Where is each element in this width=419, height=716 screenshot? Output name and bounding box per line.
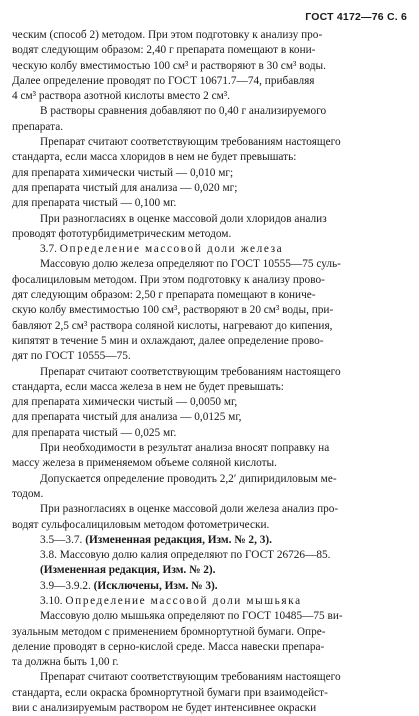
amendment-note — [12, 533, 407, 548]
paragraph-line: бавляют 2,5 см³ раствора соляной кислоты, нагревают до кипения, — [12, 319, 333, 332]
paragraph-line: Далее определение проводят по ГОСТ 10671.7—74, прибавляя — [12, 74, 315, 87]
paragraph-line: ческим (способ 2) методом. При этом подготовку к анализу про- — [12, 29, 323, 41]
paragraph-line: для препарата химически чистый — 0,010 мг; — [12, 166, 234, 179]
paragraph-line: При необходимости в результат анализа вносят поправку на — [40, 442, 330, 455]
section-heading — [12, 594, 407, 609]
paragraph-line: Массовую долю железа определяют по ГОСТ 10555—75 суль- — [40, 258, 341, 271]
paragraph-line: деление проводят в серно-кислой среде. Масса навески препара- — [12, 640, 325, 653]
paragraph-line: 4 см³ раствора азотной кислоты вместо 2 см³. — [12, 90, 231, 103]
section-title: Определение массовой доли железа — [59, 243, 284, 256]
paragraph-line: дят по ГОСТ 10555—75. — [12, 350, 131, 363]
paragraph-line: кипятят в течение 5 мин и охлаждают, далее определение прово- — [12, 334, 324, 347]
page-header: ГОСТ 4172—76 С. 6 — [305, 11, 407, 23]
paragraph-line: Препарат считают соответствующим требованиям настоящего — [40, 365, 341, 378]
paragraph-line: проводят фототурбидиметрическим методом. — [12, 227, 232, 240]
paragraph-line: Допускается определение проводить 2,2′ дипиридиловым ме- — [40, 472, 337, 485]
paragraph-line: скую колбу вместимостью 100 см³, растворяют в 20 см³ воды, при- — [12, 304, 334, 317]
amendment-text: (Измененная редакция, Изм. № 2, 3). — [85, 533, 272, 546]
amendment-text: (Исключены, Изм. № 3). — [93, 579, 218, 592]
paragraph-line: 3.8. Массовую долю калия определяют по ГОСТ 26726—85. — [40, 549, 331, 562]
paragraph-line: зуальным методом с применением бромнортутной бумаги. Опре- — [12, 625, 326, 638]
paragraph-line: стандарта, если масса железа в нем не будет превышать: — [12, 380, 284, 393]
section-number: 3.7. — [40, 243, 57, 256]
section-title: Определение массовой доли мышьяка — [65, 594, 302, 607]
paragraph-line: фосалициловым методом. При этом подготовку к анализу прово- — [12, 273, 325, 286]
paragraph-line: стандарта, если окраска бромнортутной бумаги при взаимодейст- — [12, 686, 328, 699]
paragraph-line: Препарат считают соответствующим требованиям настоящего — [40, 136, 341, 149]
paragraph-line: Массовую долю мышьяка определяют по ГОСТ 10485—75 ви- — [40, 610, 343, 623]
paragraph-line: При разногласиях в оценке массовой доли железа анализ про- — [40, 503, 339, 516]
paragraph-line: дят следующим образом: 2,50 г препарата помещают в кониче- — [12, 289, 316, 302]
paragraph-line: та должна быть 1,00 г. — [12, 656, 119, 669]
paragraph-line: водят следующим образом: 2,40 г препарата помещают в кони- — [12, 44, 316, 57]
section-number: 3.10. — [40, 594, 63, 607]
paragraph-line: вии с анализируемым раствором не будет интенсивнее окраски — [12, 702, 317, 715]
paragraph-line: В растворы сравнения добавляют по 0,40 г анализируемого — [40, 105, 327, 118]
limit-list-item: для препарата чистый — 0,025 мг. — [12, 426, 177, 439]
amendment-text: (Измененная редакция, Изм. № 2). — [40, 564, 216, 577]
clause-reference: 3.5—3.7. — [40, 533, 86, 546]
paragraph-line: массу железа в применяемом объеме соляной кислоты. — [12, 457, 277, 470]
paragraph-line: для препарата чистый — 0,100 мг. — [12, 197, 177, 210]
amendment-note — [12, 563, 407, 578]
limit-list-item: для препарата химически чистый — 0,0050 мг, — [12, 396, 238, 409]
paragraph-line: Препарат считают соответствующим требованиям настоящего — [40, 671, 341, 684]
limit-list-item: для препарата чистый для анализа — 0,0125 мг, — [12, 411, 242, 424]
clause-reference: 3.9—3.9.2. — [40, 579, 94, 592]
paragraph-line: При разногласиях в оценке массовой доли хлоридов анализ — [40, 212, 327, 225]
paragraph-line: водят сульфосалициловым методом фотометрически. — [12, 518, 270, 531]
paragraph-line: для препарата чистый для анализа — 0,020 мг; — [12, 181, 238, 194]
paragraph-line: ческую колбу вместимостью 100 см³ и растворяют в 30 см³ воды. — [12, 59, 326, 72]
paragraph-line: стандарта, если масса хлоридов в нем не будет превышать: — [12, 151, 297, 164]
document-body — [12, 28, 407, 716]
amendment-note — [12, 579, 407, 594]
paragraph-line: препарата. — [12, 120, 64, 133]
paragraph-line: тодом. — [12, 487, 44, 500]
section-heading — [12, 242, 407, 257]
